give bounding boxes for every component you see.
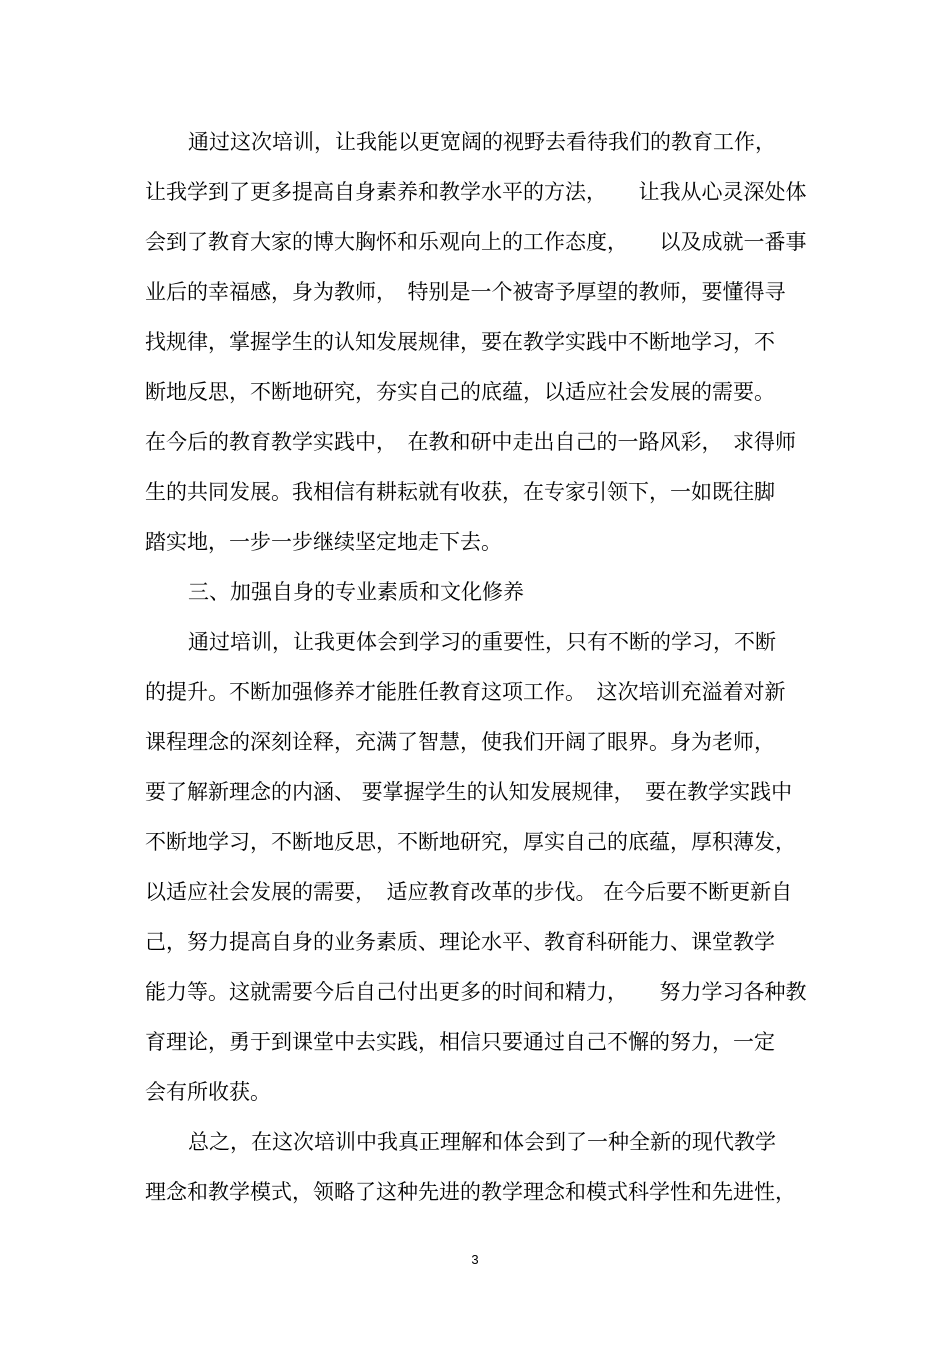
text-line: 课程理念的深刻诠释，充满了智慧，使我们开阔了眼界。身为老师， — [145, 730, 775, 754]
text-line: 要了解新理念的内涵、 要掌握学生的认知发展规律， 要在教学实践中 — [145, 780, 793, 804]
text-line: 己，努力提高自身的业务素质、理论水平、教育科研能力、课堂教学 — [145, 930, 775, 954]
text-line: 业后的幸福感，身为教师， 特别是一个被寄予厚望的教师，要懂得寻 — [145, 280, 786, 304]
text-line: 踏实地，一步一步继续坚定地走下去。 — [145, 530, 502, 554]
text-line: 不断地学习，不断地反思，不断地研究，厚实自己的底蕴，厚积薄发， — [145, 830, 796, 854]
text-line: 的提升。不断加强修养才能胜任教育这项工作。 这次培训充溢着对新 — [145, 680, 786, 704]
text-line: 在今后的教育教学实践中， 在教和研中走出自己的一路风彩， 求得师 — [145, 430, 796, 454]
section-heading: 三、加强自身的专业素质和文化修养 — [188, 580, 524, 604]
text-line: 生的共同发展。我相信有耕耘就有收获，在专家引领下，一如既往脚 — [145, 480, 775, 504]
text-line: 会到了教育大家的博大胸怀和乐观向上的工作态度， 以及成就一番事 — [145, 230, 807, 254]
text-line: 通过这次培训，让我能以更宽阔的视野去看待我们的教育工作， — [188, 130, 776, 154]
text-line: 总之，在这次培训中我真正理解和体会到了一种全新的现代教学 — [188, 1130, 776, 1154]
text-line: 断地反思，不断地研究，夯实自己的底蕴，以适应社会发展的需要。 — [145, 380, 775, 404]
text-line: 让我学到了更多提高自身素养和教学水平的方法， 让我从心灵深处体 — [145, 180, 807, 204]
page-number: 3 — [471, 1252, 479, 1267]
text-line: 找规律，掌握学生的认知发展规律，要在教学实践中不断地学习，不 — [145, 330, 775, 354]
text-line: 以适应社会发展的需要， 适应教育改革的步伐。 在今后要不断更新自 — [145, 880, 793, 904]
text-line: 育理论，勇于到课堂中去实践，相信只要通过自己不懈的努力，一定 — [145, 1030, 775, 1054]
text-line: 理念和教学模式，领略了这种先进的教学理念和模式科学性和先进性， — [145, 1180, 796, 1204]
text-line: 能力等。这就需要今后自己付出更多的时间和精力， 努力学习各种教 — [145, 980, 807, 1004]
text-line: 会有所收获。 — [145, 1080, 271, 1104]
text-line: 通过培训，让我更体会到学习的重要性，只有不断的学习，不断 — [188, 630, 776, 654]
